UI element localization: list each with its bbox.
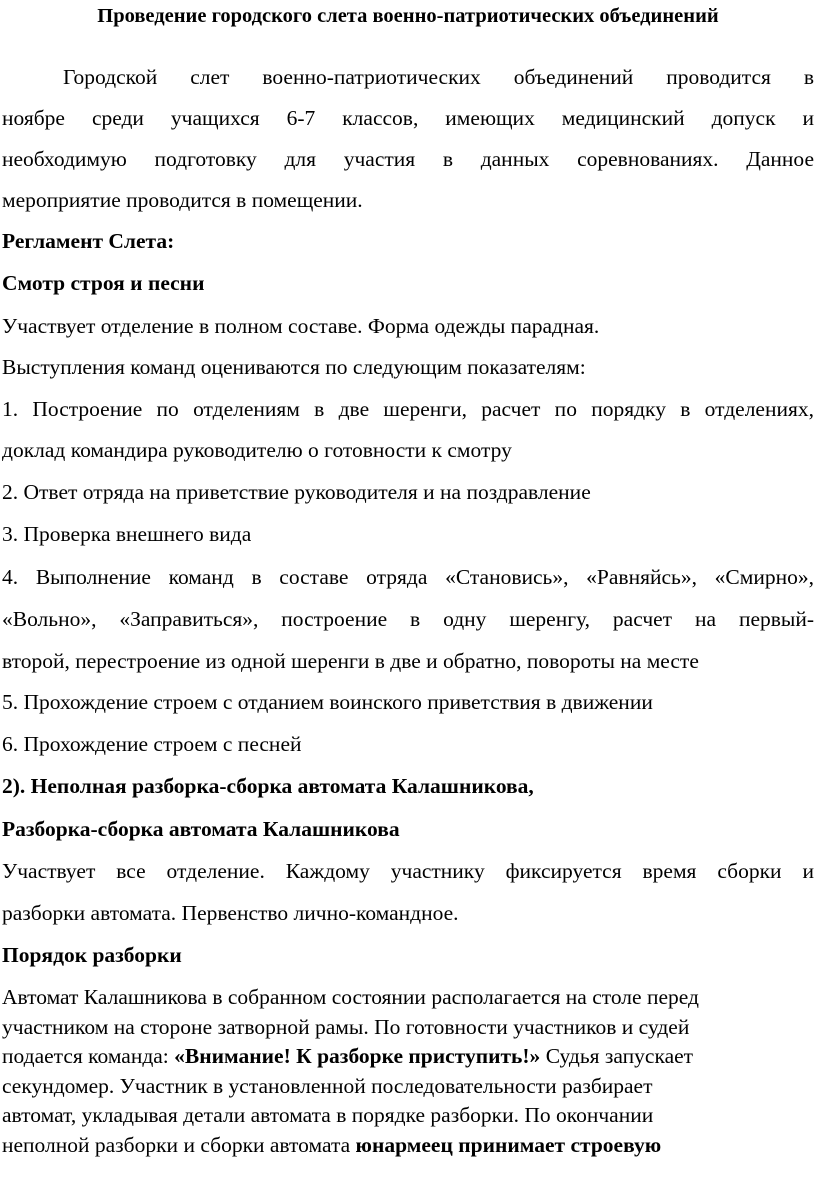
order-line-2: участником на стороне затворной рамы. По готовности участников и судей bbox=[2, 1015, 690, 1039]
review-line-11: 6. Прохождение строем с песней bbox=[2, 732, 302, 756]
command-prefix: подается команда: bbox=[2, 1044, 175, 1068]
review-heading: Смотр строя и песни bbox=[2, 271, 205, 295]
review-line-10: 5. Прохождение строем с отданием воинского приветствия в движении bbox=[2, 690, 653, 714]
reglament-heading: Регламент Слета: bbox=[2, 229, 175, 253]
last-prefix: неполной разборки и сборки автомата bbox=[2, 1133, 356, 1157]
review-line-3: 1. Построение по отделениям в две шеренги, расчет по порядку в отделениях, bbox=[2, 397, 814, 421]
intro-line-3: необходимую подготовку для участия в данных соревнованиях. Данное bbox=[2, 147, 814, 171]
order-heading: Порядок разборки bbox=[2, 943, 182, 967]
review-line-7: 4. Выполнение команд в составе отряда «Становись», «Равняйсь», «Смирно», bbox=[2, 565, 814, 589]
review-line-5: 2. Ответ отряда на приветствие руководителя и на поздравление bbox=[2, 480, 591, 504]
order-line-6 bbox=[2, 1131, 814, 1159]
assembly-line-1: Участвует все отделение. Каждому участнику фиксируется время сборки и bbox=[2, 859, 814, 883]
document-title: Проведение городского слета военно-патриотических объединений bbox=[97, 5, 719, 27]
review-line-6: 3. Проверка внешнего вида bbox=[2, 522, 252, 546]
review-line-4: доклад командира руководителю о готовности к смотру bbox=[2, 438, 512, 462]
order-line-5: автомат, укладывая детали автомата в порядке разборки. По окончании bbox=[2, 1103, 654, 1127]
review-line-8: «Вольно», «Заправиться», построение в одну шеренгу, расчет на первый- bbox=[2, 607, 814, 631]
order-line-4: секундомер. Участник в установленной последовательности разбирает bbox=[2, 1074, 653, 1098]
order-line-3 bbox=[2, 1042, 814, 1070]
intro-line-1: Городской слет военно-патриотических объединений проводится в bbox=[63, 65, 814, 89]
command-text: «Внимание! К разборке приступить!» bbox=[174, 1044, 541, 1068]
assembly-line-2: разборки автомата. Первенство лично-командное. bbox=[2, 901, 459, 925]
intro-line-4: мероприятие проводится в помещении. bbox=[2, 188, 363, 212]
intro-line-2: ноябре среди учащихся 6-7 классов, имеющих медицинский допуск и bbox=[2, 106, 814, 130]
review-line-1: Участвует отделение в полном составе. Форма одежды парадная. bbox=[2, 314, 600, 338]
last-bold-text: юнармеец принимает строевую bbox=[355, 1133, 662, 1157]
section2-heading: 2). Неполная разборка-сборка автомата Калашникова, bbox=[2, 774, 534, 798]
command-suffix: Судья запускает bbox=[540, 1044, 694, 1068]
assembly-heading: Разборка-сборка автомата Калашникова bbox=[2, 817, 400, 841]
review-line-9: второй, перестроение из одной шеренги в две и обратно, повороты на месте bbox=[2, 649, 699, 673]
order-line-1: Автомат Калашникова в собранном состоянии располагается на столе перед bbox=[2, 985, 699, 1009]
review-line-2: Выступления команд оцениваются по следующим показателям: bbox=[2, 355, 586, 379]
